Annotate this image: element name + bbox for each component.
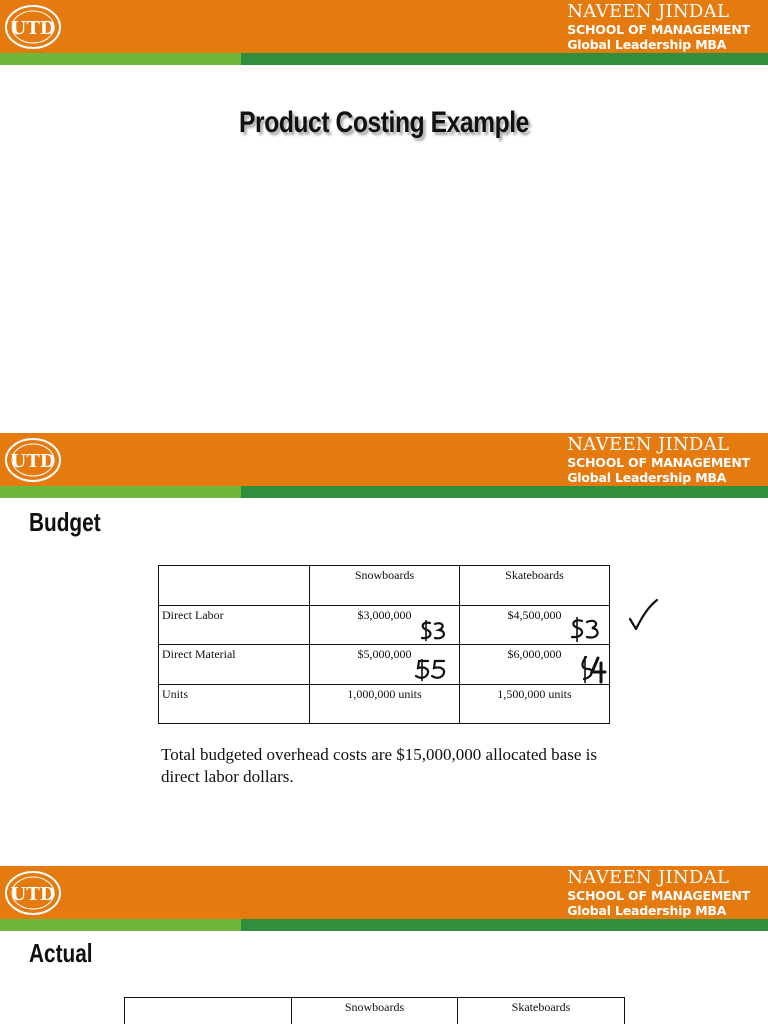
table-header-cell: Skateboards	[460, 566, 610, 606]
table-cell: $6,000,000	[460, 645, 610, 685]
school-name: NAVEEN JINDAL	[567, 434, 730, 455]
school-name: NAVEEN JINDAL	[567, 1, 730, 22]
seal-monogram: UTD	[10, 451, 56, 472]
table-header-cell	[125, 998, 292, 1024]
handwritten-dollar-5-material-snow	[414, 658, 448, 682]
school-subtitle: SCHOOL OF MANAGEMENT	[567, 455, 750, 470]
accent-stripe-light	[0, 486, 241, 498]
header-banner	[0, 433, 768, 486]
handwritten-dollar-3-labor-skate	[568, 615, 604, 643]
school-subtitle: SCHOOL OF MANAGEMENT	[567, 22, 750, 37]
school-wordmark	[567, 869, 750, 917]
table-row	[159, 684, 610, 724]
slide-budget	[0, 433, 768, 865]
program-name: Global Leadership MBA	[567, 902, 727, 918]
seal-monogram: UTD	[10, 884, 56, 905]
table-row	[159, 645, 610, 685]
accent-stripe-dark	[241, 53, 768, 65]
table-header-cell	[159, 566, 310, 606]
budget-table	[158, 565, 610, 724]
table-cell: $5,000,000	[310, 645, 460, 685]
header-banner	[0, 0, 768, 53]
table-header-cell: Skateboards	[458, 998, 625, 1024]
table-header-row	[125, 998, 625, 1024]
handwritten-dollar-3-labor-snow	[418, 619, 450, 643]
program-name: Global Leadership MBA	[567, 469, 727, 485]
table-cell: Units	[159, 684, 310, 724]
accent-stripe-light	[0, 53, 241, 65]
table-cell: $3,000,000	[310, 605, 460, 645]
section-title: Actual	[29, 938, 93, 968]
slide-actual	[0, 866, 768, 1024]
program-name: Global Leadership MBA	[567, 36, 727, 52]
header-banner	[0, 866, 768, 919]
utd-seal-icon	[4, 871, 62, 915]
seal-monogram: UTD	[10, 18, 56, 39]
accent-stripe-light	[0, 919, 241, 931]
school-wordmark	[567, 436, 750, 484]
school-subtitle: SCHOOL OF MANAGEMENT	[567, 888, 750, 903]
table-cell: 1,000,000 units	[310, 684, 460, 724]
slide-product-costing	[0, 0, 768, 432]
slide-title: Product Costing Example	[239, 106, 529, 139]
table-header-cell: Snowboards	[292, 998, 458, 1024]
table-header-row	[159, 566, 610, 606]
utd-seal-icon	[4, 438, 62, 482]
accent-stripe-dark	[241, 486, 768, 498]
check-mark-icon	[628, 597, 660, 635]
handwritten-dollar-4-material-skate	[578, 655, 608, 685]
overhead-note: Total budgeted overhead costs are $15,000,000 allocated base is direct labor dollars.	[161, 745, 597, 786]
school-wordmark	[567, 3, 750, 51]
table-cell: Direct Material	[159, 645, 310, 685]
table-cell: $4,500,000	[460, 605, 610, 645]
table-cell: Direct Labor	[159, 605, 310, 645]
accent-stripe-dark	[241, 919, 768, 931]
section-title: Budget	[29, 507, 101, 537]
table-row	[159, 605, 610, 645]
utd-seal-icon	[4, 5, 62, 49]
table-header-cell: Snowboards	[310, 566, 460, 606]
table-cell: 1,500,000 units	[460, 684, 610, 724]
actual-table	[124, 997, 625, 1024]
school-name: NAVEEN JINDAL	[567, 867, 730, 888]
